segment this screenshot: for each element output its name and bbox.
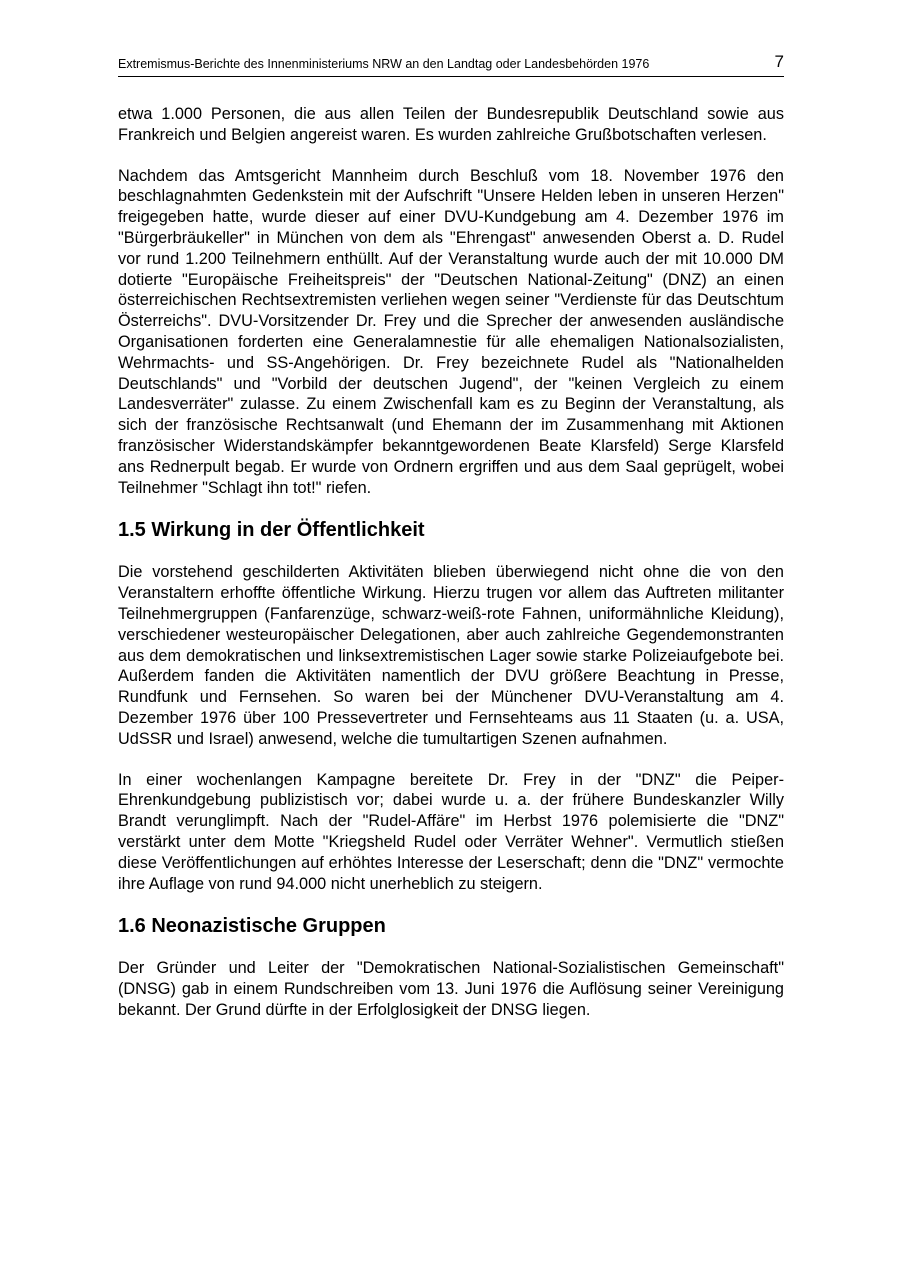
header-title: Extremismus-Berichte des Innenministeriums NRW an den Landtag oder Landesbehörden 1976 [118, 57, 650, 71]
section-heading: 1.6 Neonazistische Gruppen [118, 915, 386, 938]
paragraph: In einer wochenlangen Kampagne bereitete Dr. Frey in der "DNZ" die Peiper-Ehrenkundgebung publizistisch vor; dabei wurde u. a. der frühere Bundeskanzler Willy Brandt verunglimpft. Nach der "Rudel-Affäre" im Herbst 1976 polemisierte die "DNZ" verstärkt unter dem Motte "Kriegsheld Rudel oder Verräter Wehner". Vermutlich stießen diese Veröffentlichungen auf erhöhtes Interesse der Leserschaft; denn die "DNZ" vermochte ihre Auflage von rund 94.000 nicht unerheblich zu steigern. [118, 770, 784, 893]
paragraph: etwa 1.000 Personen, die aus allen Teilen der Bundesrepublik Deutschland sowie aus Frankreich und Belgien angereist waren. Es wurden zahlreiche Grußbotschaften verlesen. [118, 105, 784, 144]
page-header [118, 52, 784, 77]
document-body [118, 104, 784, 1041]
page-number: 7 [774, 52, 784, 71]
section-heading: 1.5 Wirkung in der Öffentlichkeit [118, 519, 425, 542]
paragraph: Nachdem das Amtsgericht Mannheim durch Beschluß vom 18. November 1976 den beschlagnahmten Gedenkstein mit der Aufschrift "Unsere Helden leben in unseren Herzen" freigegeben hatte, wurde dieser auf einer DVU-Kundgebung am 4. Dezember 1976 im "Bürgerbräukeller" in München von dem als "Ehrengast" anwesenden Oberst a. D. Rudel vor rund 1.200 Teilnehmern enthüllt. Auf der Veranstaltung wurde auch der mit 10.000 DM dotierte "Europäische Freiheitspreis" der "Deutschen National-Zeitung" (DNZ) an einen österreichischen Rechtsextremisten verliehen wegen seiner "Verdienste für das Deutschtum Österreichs". DVU-Vorsitzender Dr. Frey und die Sprecher der anwesenden ausländische Organisationen forderten eine Generalamnestie für alle ehemaligen Nationalsozialisten, Wehrmachts- und SS-Angehörigen. Dr. Frey bezeichnete Rudel als "Nationalhelden Deutschlands" und "Vorbild der deutschen Jugend", der "keinen Vergleich zu einem Landesverräter" zulasse. Zu einem Zwischenfall kam es zu Beginn der Veranstaltung, als sich der französische Rechtsanwalt (und Ehemann der im Zusammenhang mit Aktionen französischer Widerstandskämpfer bekanntgewordenen Beate Klarsfeld) Serge Klarsfeld ans Rednerpult begab. Er wurde von Ordnern ergriffen und aus dem Saal geprügelt, wobei Teilnehmer "Schlagt ihn tot!" riefen. [118, 166, 784, 497]
paragraph: Der Gründer und Leiter der "Demokratischen National-Sozialistischen Gemeinschaft" (DNSG) gab in einem Rundschreiben vom 13. Juni 1976 die Auflösung seiner Vereinigung bekannt. Der Grund dürfte in der Erfolglosigkeit der DNSG liegen. [118, 959, 784, 1019]
paragraph: Die vorstehend geschilderten Aktivitäten blieben überwiegend nicht ohne die von den Veranstaltern erhoffte öffentliche Wirkung. Hierzu trugen vor allem das Auftreten militanter Teilnehmergruppen (Fanfarenzüge, schwarz-weiß-rote Fahnen, uniformähnliche Kleidung), verschiedener westeuropäischer Delegationen, aber auch zahlreiche Gegendemonstranten aus dem demokratischen und linksextremistischen Lager sowie starke Polizeiaufgebote bei. Außerdem fanden die Aktivitäten namentlich der DVU größere Beachtung in Presse, Rundfunk und Fernsehen. So waren bei der Münchener DVU-Veranstaltung am 4. Dezember 1976 über 100 Pressevertreter und Fernsehteams aus 11 Staaten (u. a. USA, UdSSR und Israel) anwesend, welche die tumultartigen Szenen aufnahmen. [118, 563, 784, 748]
